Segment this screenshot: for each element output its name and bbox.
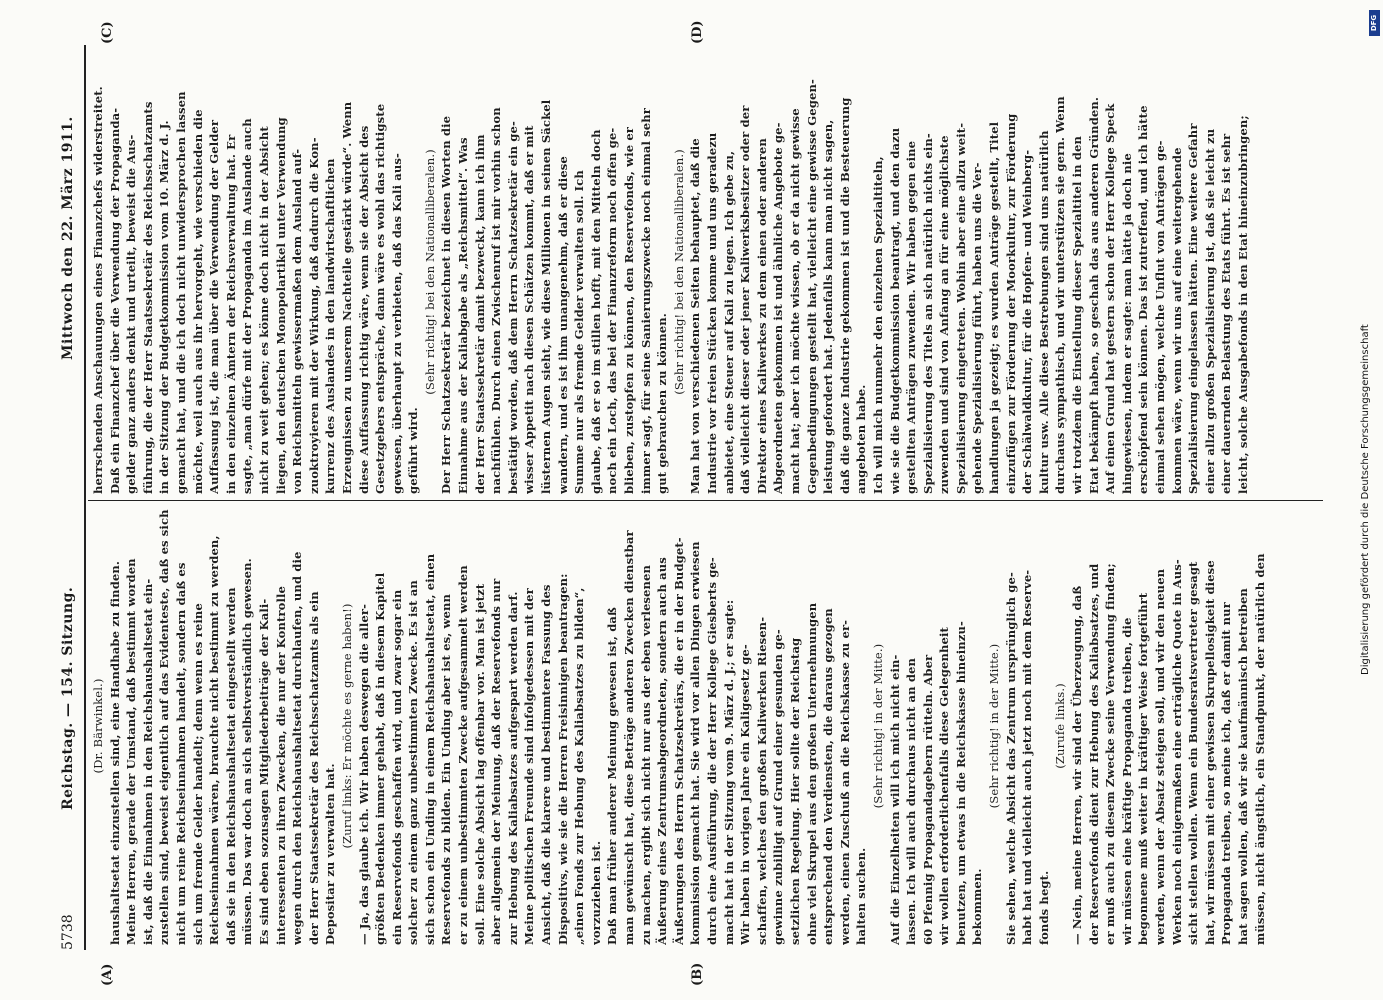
text-line: Reichseinnahmen wären, brauchte nicht bestimmt zu werden, [207, 535, 222, 945]
text-line: solcher zu einem ganz unbestimmten Zwecke. Es ist an [406, 580, 421, 945]
text-line: möchte, weil auch aus ihr hervorgeht, wie verschieden die [190, 109, 205, 494]
text-line: der Herr Staatssekretär damit bezweckt, kann ich ihm [472, 134, 487, 494]
text-line: einer allzu großen Spezialisierung ist, daß sie leicht zu [1202, 128, 1217, 494]
text-line: kurrenz des Auslandes in den landwirtschaftlichen [323, 158, 338, 494]
text-line: Der Herr Schatzsekretär bezeichnet in diesen Worten die [439, 115, 454, 494]
text-line: Abgeordneten gekommen ist und ähnliche Angebote ge- [771, 122, 786, 494]
text-line: der Herr Staatssekretär des Reichsschatzamts als ein [306, 591, 321, 945]
text-line: Es sind eben sozusagen Mitgliederbeiträge der Kali- [256, 598, 271, 945]
page-header [58, 50, 82, 950]
text-line: sicht stellen wollen. Wenn ein Bundesratsvertreter gesagt [1186, 561, 1201, 945]
text-line: setzlichen Regelung. Hier sollte der Reichstag [787, 637, 802, 945]
text-line: interessenten zu ihren Zwecken, die nur der Kontrolle [273, 586, 288, 945]
text-line: benutzen, um etwas in die Reichskasse hineinzu- [953, 621, 968, 945]
text-line: ein Reservefonds geschaffen wird, und zwar sogar ein [389, 589, 404, 945]
text-line: wie sie die Budgetkommission beantragt, und den dazu [887, 127, 902, 494]
text-line: größten Bedenken immer gehabt, daß in diesem Kapitel [373, 572, 388, 945]
text-line: Gegenbedingungen gestellt hat, vielleicht eine gewisse Gegen- [804, 79, 819, 494]
text-line: in den einzelnen Ämtern der Reichsverwaltung hat. Er [223, 134, 238, 494]
text-line: wegen durch den Reichshaushaltsetat durchlaufen, und die [290, 551, 305, 945]
text-line: Wir haben in vorigen Jahre ein Kaligesetz ge- [738, 644, 753, 945]
header-date: Mittwoch den 22. März 1911. [60, 116, 76, 360]
text-line: Auf einen Grund hat gestern schon der Herr Kollege Speck [1103, 103, 1118, 494]
text-line: Sie sehen, welche Absicht das Zentrum ursprünglich ge- [1003, 572, 1018, 945]
text-line: „einen Fonds zur Hebung des Kaliabsatzes zu bilden“, [572, 587, 587, 945]
text-column-left [90, 507, 1268, 945]
text-line: leistung gefordert hat. Jedenfalls kann man nicht sagen, [821, 119, 836, 494]
text-line: einmal sehen mögen, welche Unflut von Anträgen ge- [1153, 140, 1167, 494]
text-line: angeboten habe. [854, 384, 869, 494]
text-line: daß die ganze Industrie gekommen ist und die Besteuerung [837, 97, 852, 494]
text-line: (Sehr richtig! bei den Nationalliberalen.) [671, 149, 686, 395]
text-line: erschöpfend sein können. Das ist zutreffend, und ich hätte [1136, 105, 1151, 494]
header-session: Reichstag. — 154. Sitzung. [60, 586, 76, 810]
text-line: gewinne zubilligt auf Grund einer gesunden ge- [771, 629, 786, 945]
text-line: macht hat in der Sitzung vom 9. März d. J.; er sagte: [721, 599, 736, 945]
text-line: habt hat und vielleicht auch jetzt noch mit dem Reserve- [1020, 569, 1035, 945]
text-line: Einnahme aus der Kaliabgabe als „Reichsmittel“. Was [456, 137, 471, 494]
text-line: Man hat von verschiedenen Seiten behauptet, daß die [688, 138, 703, 494]
text-line: nachfühlen. Durch einen Zwischenruf ist mir vorhin schon [489, 107, 504, 494]
text-line: Gesetzgebers entspräche, dann wäre es wohl das richtigste [373, 103, 388, 494]
text-line: in der Sitzung der Budgetkommission vom 10. März d. J. [157, 120, 172, 494]
text-line: diese Auffassung richtig wäre, wenn sie der Absicht des [356, 125, 371, 494]
text-line: man gewünscht hat, diese Beträge anderen Zwecken dienstbar [622, 530, 636, 945]
text-line: gelder ganz anders denkt und urteilt, beweist die Aus- [124, 134, 139, 494]
text-line: — Nein, meine Herren, wir sind der Überzeugung, daß [1070, 585, 1085, 945]
text-line: kultur usw. Alle diese Bestrebungen sind uns natürlich [1036, 130, 1051, 494]
text-line: führung, die der Herr Staatssekretär des Reichsschatzamts [140, 101, 155, 494]
text-line: wir wollen erforderlichenfalls diese Gelegenheit [937, 627, 952, 945]
text-line: Daß ein Finanzchef über die Verwendung der Propaganda- [107, 107, 122, 494]
text-line: immer sagt, für seine Sanierungszwecke noch einmal sehr [638, 108, 653, 494]
text-line: (Zurufe links.) [1053, 683, 1068, 769]
text-line: er zu einem unbestimmten Zwecke aufgesammelt werden [456, 565, 471, 945]
text-line: Summe nur als fremde Gelder verwalten soll. Ich [572, 170, 587, 494]
text-line: lüsternen Augen sieht, wie diese Millionen in seinen Säckel [539, 99, 554, 494]
text-line: leicht, solche Ausgabefonds in den Etat hineinzubringen; [1235, 115, 1250, 494]
text-line: einzufügen zur Förderung der Moorkultur, zur Förderung [1003, 113, 1018, 494]
text-line: Ich will mich nunmehr den einzelnen Spezialtiteln, [870, 156, 885, 494]
text-line: Auf die Einzelheiten will ich mich nicht ein- [887, 654, 902, 945]
text-line: kommen wäre, wenn wir uns auf eine weitergehende [1169, 147, 1184, 494]
text-line: kommission gemacht hat. Sie wird vor allen Dingen erwiesen [688, 541, 703, 945]
margin-mark-d: (D) [690, 20, 705, 44]
text-line: anbietet, eine Steuer auf Kali zu legen. Ich gebe zu, [721, 150, 736, 494]
text-line: wir trotzdem die Einstellung dieser Spezialtitel in den [1070, 135, 1085, 494]
text-line: Depositar zu verwalten hat. [323, 763, 338, 945]
text-line: Daß man früher anderer Meinung gewesen ist, daß [605, 607, 620, 945]
header-rule [84, 45, 86, 950]
margin-mark-c: (C) [100, 21, 115, 44]
text-line: zur Hebung des Kaliabsatzes aufgespart werden darf. [505, 591, 520, 945]
text-line: blieben, zustopfen zu können, den Reservefonds, wie er [622, 126, 636, 494]
text-line: gemacht hat, und die ich doch nicht unwidersprochen lassen [173, 91, 188, 494]
text-line: haushaltsetat einzustellen sind, eine Handhabe zu finden. [107, 560, 122, 945]
digitization-note: Digitalisierung gefördert durch die Deutsche Forschungsgemeinschaft [1360, 324, 1371, 676]
text-line: bekommen. [970, 868, 985, 945]
text-line: Auffassung ist, die man über die Verwendung der Gelder [207, 119, 222, 494]
dfg-logo-text: DFG [1370, 14, 1379, 32]
column-divider [88, 500, 1323, 501]
text-line: der Schälwaldkultur, für die Hopfen- und Weinberg- [1020, 149, 1035, 494]
text-line: soll. Eine solche Absicht lag offenbar vor. Man ist jetzt [472, 583, 487, 945]
text-line: halten suchen. [854, 847, 869, 945]
text-line: Erzeugnissen zu unserem Nachteile gestärkt würde“. Wenn [339, 101, 354, 494]
text-line: Etat bekämpft haben, so geschah das aus anderen Gründen. [1086, 96, 1101, 494]
text-line: Propaganda treiben, so meine ich, daß er damit nur [1219, 602, 1234, 945]
text-line: nicht um reine Reichseinnahmen handelt, sondern daß es [173, 562, 188, 945]
text-line: zuoktroyieren mit der Wirkung, daß dadurch die Kon- [306, 137, 321, 494]
text-line: (Sehr richtig! in der Mitte.) [987, 643, 1002, 809]
text-line: zu machen, ergibt sich nicht nur aus der eben verlesenen [638, 564, 653, 945]
text-line: ist, daß die Einnahmen in den Reichshaushaltsetat ein- [140, 578, 155, 945]
text-line: Spezialisierung eingetreten. Wohin aber eine allzu weit- [953, 122, 968, 494]
text-line: Industrie vor freien Stücken komme und uns geradezu [704, 132, 719, 494]
text-line: gestellten Anträgen zuwenden. Wir haben gegen eine [904, 140, 919, 494]
text-line: Dispositivs, wie sie die Herren Freisinnigen beantragen: [555, 573, 570, 945]
text-line: Reservefonds zu bilden. Ein Unding aber ist es, wenn [439, 593, 454, 945]
text-column-right [90, 50, 1252, 494]
text-line: Werken noch einigermaßen eine erträgliche Quote in Aus- [1169, 559, 1184, 945]
text-line: entsprechend den Verdiensten, die daraus gezogen [821, 608, 836, 945]
text-line: handlungen ja gezeigt; es wurden Anträge gestellt, Titel [987, 121, 1002, 494]
text-line: wir müssen eine kräftige Propaganda treiben, die [1119, 617, 1134, 945]
text-line: aber allgemein der Meinung, daß der Reservefonds nur [489, 578, 504, 945]
text-line: Äußerung eines Zentrumsabgeordneten, sondern auch aus [655, 557, 670, 945]
text-line: vorzuziehen ist. [588, 840, 603, 945]
text-line: begonnene muß weiter in kräftiger Weise fortgeführt [1136, 592, 1151, 945]
text-line: gut gebrauchen zu können. [655, 313, 670, 494]
text-line: Spezialisierung des Titels an sich natürlich nichts ein- [920, 133, 935, 494]
text-line: (Dr. Bärwinkel.) [91, 678, 105, 774]
text-line: Äußerungen des Herrn Schatzsekretärs, die er in der Budget- [671, 537, 686, 945]
text-line: müssen. Das war doch an sich selbstverständlich gewesen. [240, 558, 255, 945]
text-line: daß vielleicht dieser oder jener Kaliwerksbesitzer oder der [738, 105, 753, 494]
page-number: 5738 [60, 914, 76, 950]
text-line: Meine politischen Freunde sind infolgedessen mit der [522, 588, 537, 945]
margin-mark-b: (B) [690, 962, 705, 986]
margin-mark-a: (A) [100, 963, 115, 986]
text-line: er muß auch zu diesem Zwecke seine Verwendung finden; [1103, 563, 1118, 945]
text-line: einer dauernden Belastung des Etats führt. Es ist sehr [1219, 133, 1234, 494]
text-line: herrschenden Anschauungen eines Finanzchefs widerstreitet. [91, 86, 105, 494]
text-line: zustellen sind, beweist eigentlich auf das Evidenteste, daß es sich [157, 509, 172, 945]
text-line: von Reichsmitteln gewissermaßen dem Ausland auf- [290, 148, 305, 494]
text-line: gehende Spezialisierung führt, haben uns die Ver- [970, 162, 985, 494]
text-line: durchaus sympathisch, und wir unterstützen sie gern. Wenn [1053, 96, 1068, 494]
text-line: 60 Pfennig Propagandagebern rütteln. Aber [920, 654, 935, 945]
text-line: Ansicht, daß die klarere und bestimmtere Fassung des [539, 584, 554, 945]
text-line: werden, wenn der Absatz steigen soll, und wir den neuen [1153, 568, 1167, 945]
text-line: daß sie in den Reichshaushaltsetat eingestellt werden [223, 587, 238, 945]
text-line: glaube, daß er so im stillen hofft, mit den Mitteln doch [588, 129, 603, 494]
text-line: nicht zu weit gehen; es könne doch nicht in der Absicht [256, 126, 271, 494]
text-line: wisser Appetit nach diesen Schätzen kommt, daß er mit [522, 125, 537, 494]
text-line: gewesen, überhaupt zu verbieten, daß das Kali aus- [389, 153, 404, 494]
text-line: durch eine Ausführung, die der Herr Kollege Giesberts ge- [704, 557, 719, 945]
text-line: — Ja, das glaube ich. Wir haben deswegen die aller- [356, 603, 371, 945]
text-line: zuwenden und sind von Anfang an für eine möglichste [937, 135, 952, 494]
text-line: lassen. Ich will auch durchaus nicht an den [904, 657, 919, 945]
text-line: werden, einen Zuschuß an die Reichskasse zu er- [837, 619, 852, 945]
text-line: wandern, und es ist ihm unangenehm, daß er diese [555, 156, 570, 494]
text-line: sagte, „man dürfe mit der Propaganda im Auslande auch [240, 118, 255, 494]
text-line: Spezialisierung eingelassen hätten. Eine weitere Gefahr [1186, 123, 1201, 494]
text-line: Direktor eines Kaliwerkes zu dem einen oder anderen [754, 138, 769, 494]
text-line: hat, wir müssen mit einer gewissen Skrupellosigkeit diese [1202, 560, 1217, 945]
text-line: macht hat; aber ich möchte wissen, ob er da nicht gewisse [787, 108, 802, 494]
text-line: sich um fremde Gelder handelt; denn wenn es reine [190, 603, 205, 945]
text-line: (Zuruf links: Er möchte es gerne haben!) [339, 603, 354, 849]
text-line: liegen, den deutschen Monopolartikel unter Verwendung [273, 117, 288, 494]
text-line: der Reservefonds dient zur Hebung des Kaliabsatzes, und [1086, 563, 1101, 945]
text-line: ohne viel Skrupel aus den großen Unternehmungen [804, 602, 819, 945]
text-line: geführt wird. [406, 407, 421, 494]
text-line: Meine Herren, gerade der Umstand, daß bestimmt worden [124, 558, 139, 945]
text-line: (Sehr richtig! in der Mitte.) [870, 643, 885, 809]
text-line: fonds hegt. [1036, 870, 1051, 945]
text-line: noch ein Loch, das bei der Finanzreform noch offen ge- [605, 127, 620, 494]
text-line: hingewiesen, indem er sagte: man hätte ja doch nie [1119, 153, 1134, 494]
dfg-logo [1369, 10, 1380, 36]
text-line: schaffen, welches den großen Kaliwerken Riesen- [754, 616, 769, 945]
text-line: müssen, nicht ängstlich, ein Standpunkt, der natürlich den [1252, 553, 1267, 945]
text-line: (Sehr richtig! bei den Nationalliberalen.) [422, 149, 437, 395]
text-line: sich schon ein Unding in einem Reichshaushaltsetat, einen [422, 553, 437, 945]
text-line: hat sagen wollen, daß wir sie kaufmännisch betreiben [1235, 588, 1250, 945]
text-line: bestätigt worden, daß dem Herrn Schatzsekretär ein ge- [505, 121, 520, 494]
